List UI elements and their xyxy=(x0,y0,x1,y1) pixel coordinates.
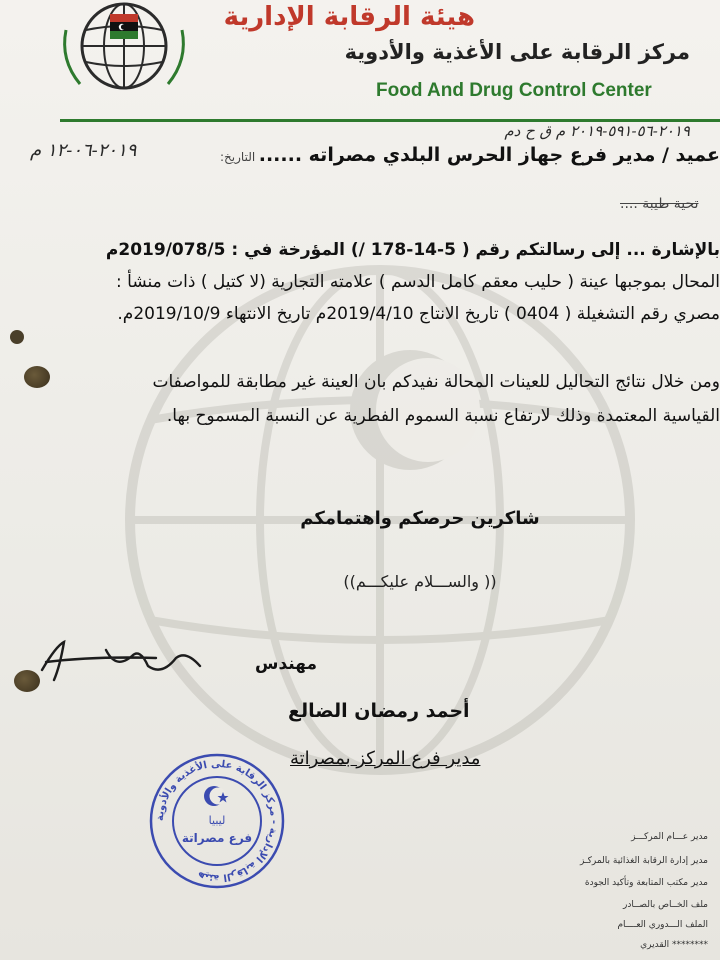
stamp-center-bottom: فرع مصراتة xyxy=(181,831,253,845)
signatory-prefix: مهندس xyxy=(255,654,317,674)
stamp-outer-text: هيئة الرقابة الإدارية - مركز الرقابة على الأغذية والأدوية xyxy=(154,758,280,884)
authority-logo-icon xyxy=(58,0,190,92)
closing-thanks: شاكرين حرصكم واهتمامكم xyxy=(300,508,540,529)
body-line-4: ومن خلال نتائج التحاليل للعينات المحالة نفيدكم بان العينة غير مطابقة للمواصفات xyxy=(152,372,720,392)
date-label: التاريخ: xyxy=(220,150,256,164)
body-line-5: القياسية المعتمدة وذلك لارتفاع نسبة السموم الفطرية عن النسبة المسموح بها. xyxy=(166,406,720,426)
distribution-item-1: مدير عـــام المركـــز xyxy=(631,832,708,842)
body-line-2: المحال بموجبها عينة ( حليب معقم كامل الدسم ) علامته التجارية (لا كتيل ) ذات منشأ : xyxy=(116,272,720,292)
greeting: تحية طيبة .... xyxy=(620,196,699,212)
center-name-ar: مركز الرقابة على الأغذية والأدوية xyxy=(344,40,690,64)
center-name-en: Food And Drug Control Center xyxy=(376,80,652,101)
distribution-item-6: ******** القديري xyxy=(640,940,708,950)
authority-name-ar: هيئة الرقابة الإدارية xyxy=(223,2,475,32)
official-stamp-icon xyxy=(148,752,286,890)
reference-number: ٢٠١٩-٥٦-٥٩١-٢٠١٩ م ق ح دم xyxy=(504,122,690,140)
signatory-name: أحمد رمضان الضالع xyxy=(288,700,470,722)
punch-hole xyxy=(10,330,24,344)
body-line-3: مصري رقم التشغيلة ( 0404 ) تاريخ الانتاج 2019/4/10م تاريخ الانتهاء 2019/10/9م. xyxy=(117,304,720,324)
distribution-item-4: ملف الخــاص بالصــادر xyxy=(623,900,708,910)
stamp-center-top: ليبيا xyxy=(208,814,226,827)
distribution-item-5: الملف الـــدوري العــــام xyxy=(617,920,708,930)
closing-salam: (( والســـلام عليكـــم)) xyxy=(343,572,497,591)
punch-hole xyxy=(14,670,40,692)
signature-icon xyxy=(36,636,206,686)
distribution-item-3: مدير مكتب المتابعة وتأكيد الجودة xyxy=(584,878,708,888)
signatory-title: مدير فرع المركز بمصراتة xyxy=(290,748,481,769)
distribution-item-2: مدير إدارة الرقابة الغذائية بالمركـز xyxy=(579,856,708,866)
addressee-line: عميد / مدير فرع جهاز الحرس البلدي مصراته ...... xyxy=(258,144,720,166)
punch-hole xyxy=(24,366,50,388)
body-line-1: بالإشارة ... إلى رسالتكم رقم ( 5-14-178 /) المؤرخة في : 2019/078/5م xyxy=(105,240,720,260)
date-value: ٢٠١٩-٠٦-١٢ م xyxy=(30,140,137,161)
